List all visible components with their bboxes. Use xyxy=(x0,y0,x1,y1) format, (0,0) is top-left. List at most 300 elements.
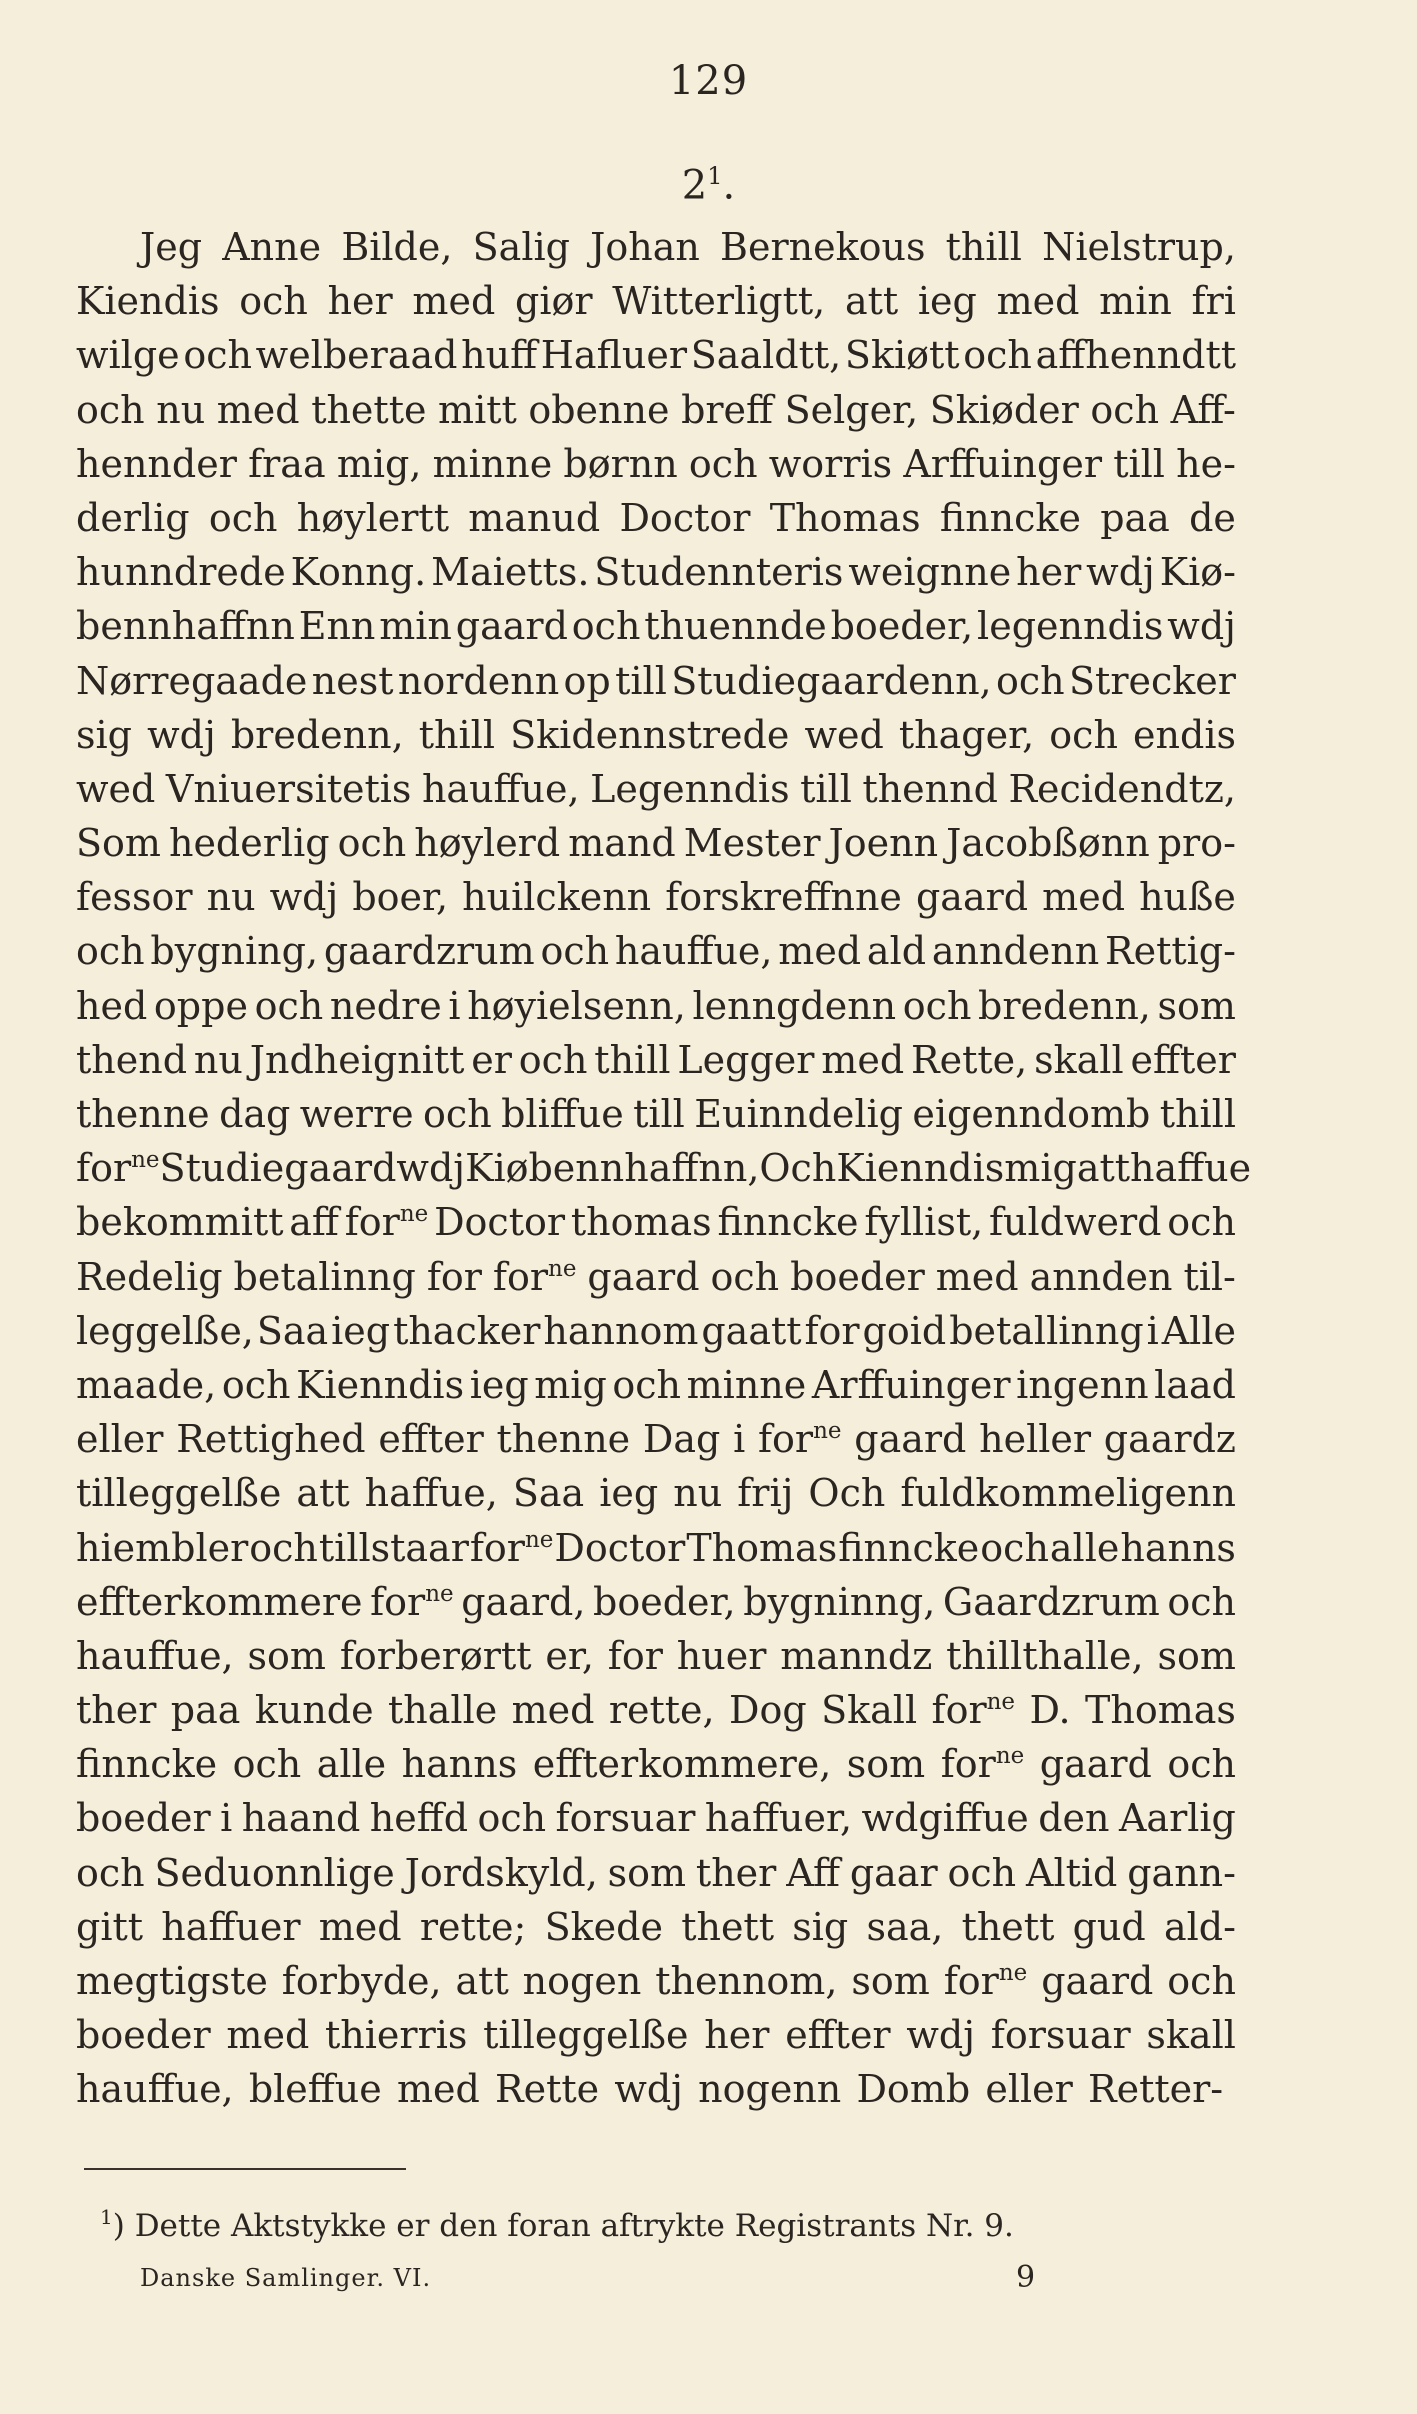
word: wdj xyxy=(269,875,339,920)
word: legenndis xyxy=(977,604,1164,649)
word: min xyxy=(379,604,452,649)
word: till xyxy=(633,1092,685,1136)
text-line xyxy=(76,708,1236,762)
word: bygninng, xyxy=(743,1579,936,1624)
word: Saa xyxy=(512,1471,585,1516)
word: breff xyxy=(681,387,774,432)
word: Retter- xyxy=(1088,2067,1224,2112)
word: heller xyxy=(979,1417,1092,1462)
word: Skede xyxy=(544,1904,663,1949)
word: Bilde, xyxy=(341,225,453,269)
text-line xyxy=(76,816,1236,870)
word: Skiøtt xyxy=(844,333,960,378)
word: Nørregaade xyxy=(76,658,308,703)
word: op xyxy=(563,658,611,703)
word: bliffue xyxy=(501,1092,624,1136)
word: och xyxy=(249,1525,318,1570)
word: ther xyxy=(695,1850,777,1895)
text-line xyxy=(76,1683,1236,1737)
word: Skidennstrede xyxy=(510,712,790,757)
text-line xyxy=(76,599,1236,653)
signature-mark: Danske Samlinger. VI. xyxy=(140,2264,432,2292)
word: effter xyxy=(1130,1037,1236,1082)
word: att xyxy=(844,279,899,324)
text-line xyxy=(76,1250,1236,1304)
text-line xyxy=(76,328,1236,382)
word: thager, xyxy=(898,712,1035,757)
word: den xyxy=(1038,1796,1110,1841)
text-line xyxy=(76,1575,1236,1629)
text-line xyxy=(76,979,1236,1033)
word: ther xyxy=(76,1688,157,1733)
word: ald- xyxy=(1163,1904,1236,1949)
word: Thomas xyxy=(686,1525,838,1570)
word: ieg xyxy=(917,279,977,324)
word: gaard xyxy=(455,604,568,649)
word: och xyxy=(996,658,1065,703)
word: Gaardzrum xyxy=(942,1579,1160,1624)
footnote-divider xyxy=(84,2168,406,2170)
word: mitt xyxy=(438,387,517,432)
word: ald xyxy=(866,929,927,974)
word: med xyxy=(511,1688,595,1733)
word: paa xyxy=(170,1688,241,1733)
word: derlig xyxy=(76,495,190,540)
word: skall xyxy=(1146,2013,1236,2058)
word: boeder, xyxy=(830,604,974,649)
word: att xyxy=(296,1471,350,1516)
page-number: 129 xyxy=(668,58,749,104)
word: Rette, xyxy=(911,1037,1028,1082)
word: som xyxy=(1157,983,1236,1028)
word: Jeg xyxy=(140,225,203,269)
word: effterkommere, xyxy=(532,1742,832,1787)
word: for$^{ne}$ xyxy=(344,1200,429,1245)
footnote-marker: 1 xyxy=(100,2205,113,2229)
word: nogen xyxy=(522,1959,642,2003)
word: thill xyxy=(1159,1092,1236,1136)
word: Seduonnlige xyxy=(154,1850,395,1895)
word: Aarlig xyxy=(1118,1796,1236,1841)
word: weignne xyxy=(848,550,1012,595)
word: mand xyxy=(568,821,676,866)
text-line xyxy=(76,383,1236,437)
word: de xyxy=(1189,495,1236,540)
word: huff xyxy=(461,333,538,378)
word: thuennde xyxy=(644,604,827,649)
word: mig xyxy=(534,1362,607,1407)
word: och xyxy=(1167,1579,1236,1624)
word: Dog xyxy=(729,1688,807,1733)
word: gaardzrum xyxy=(323,929,535,974)
word: for$^{ne}$ xyxy=(469,1525,554,1570)
word: tillstaar xyxy=(318,1525,469,1570)
word: anndenn xyxy=(931,929,1100,974)
word: Vniuersitetis xyxy=(165,766,412,811)
word: wed xyxy=(76,766,156,811)
word: med xyxy=(935,1254,1019,1299)
word: boeder xyxy=(76,2013,211,2058)
word: Enn xyxy=(298,604,376,649)
word: finncke xyxy=(717,1200,859,1245)
word: gaardz xyxy=(1103,1417,1236,1462)
word: med xyxy=(318,1904,402,1949)
word: Jordskyld, xyxy=(404,1850,598,1895)
text-line xyxy=(76,1791,1236,1845)
word: thill xyxy=(594,1037,671,1082)
word: Jndheignitt xyxy=(249,1037,465,1082)
word: Altid xyxy=(1026,1850,1118,1895)
word: till xyxy=(615,658,667,703)
word: i xyxy=(1146,1308,1159,1353)
word: effter xyxy=(785,2013,891,2058)
word: nu xyxy=(206,875,256,920)
word: endis xyxy=(1133,712,1236,757)
word: forskreffnne xyxy=(665,875,902,920)
word: Joenn xyxy=(828,821,939,866)
word: i xyxy=(220,1796,233,1841)
word: Witterligtt, xyxy=(612,279,826,324)
word: wdj xyxy=(396,1146,466,1191)
text-line xyxy=(76,654,1236,708)
word: betallinng xyxy=(949,1308,1144,1353)
word: och xyxy=(1049,712,1118,757)
word: heffd xyxy=(369,1796,469,1841)
word: eller xyxy=(985,2067,1073,2112)
word: Domb xyxy=(856,2067,971,2112)
word: hauffue, xyxy=(614,929,773,974)
word: wed xyxy=(804,712,884,757)
word: wdj xyxy=(614,2067,683,2112)
text-line xyxy=(76,1358,1236,1412)
word: som xyxy=(607,1850,687,1895)
word: till xyxy=(800,766,852,811)
word: for$^{ne}$ xyxy=(940,1742,1025,1787)
word: och xyxy=(1167,1959,1236,2003)
word: och xyxy=(902,983,972,1028)
word: Mester xyxy=(683,821,821,866)
word: minne xyxy=(432,441,553,486)
word: och xyxy=(423,1092,492,1136)
word: for$^{ne}$ xyxy=(757,1417,842,1462)
text-line xyxy=(76,1737,1236,1791)
word: laad xyxy=(1154,1362,1236,1407)
word: Doctor xyxy=(619,495,751,540)
text-line xyxy=(76,1141,1252,1195)
word: huer xyxy=(676,1633,767,1678)
word: och xyxy=(337,821,407,866)
word: Doctor xyxy=(434,1200,566,1245)
word: och xyxy=(477,1796,547,1841)
word: Skall xyxy=(821,1688,918,1733)
word: eller xyxy=(76,1417,164,1462)
text-line xyxy=(76,1629,1236,1683)
word: och xyxy=(947,1850,1017,1895)
word: Dag xyxy=(642,1417,721,1462)
word: for$^{ne}$ xyxy=(76,1146,160,1191)
footnote-text: Dette Aktstykke er den foran aftrykte Registrants Nr. 9. xyxy=(134,2208,1014,2244)
word: boeder xyxy=(76,1796,211,1841)
word: Aff xyxy=(786,1850,840,1895)
text-line xyxy=(76,437,1236,491)
word: huße xyxy=(1139,875,1236,920)
word: bennhaffnn xyxy=(76,604,295,649)
text-line xyxy=(76,762,1236,816)
word: gud xyxy=(1072,1904,1146,1949)
word: och xyxy=(612,1362,682,1407)
word: thalle xyxy=(388,1688,498,1733)
word: Doctor xyxy=(554,1525,686,1570)
word: min xyxy=(1099,279,1172,324)
word: forbyde, xyxy=(281,1959,442,2003)
word: och xyxy=(221,1362,291,1407)
word: gaard xyxy=(1039,1742,1152,1787)
document-body xyxy=(76,220,1252,2117)
word: thierris xyxy=(325,2013,468,2058)
word: gaard xyxy=(854,1417,967,1462)
word: Rettighed xyxy=(176,1417,366,1462)
word: haffuer xyxy=(161,1904,301,1949)
word: goid xyxy=(862,1308,947,1353)
word: Aff- xyxy=(1170,387,1236,432)
word: nu xyxy=(193,1037,243,1082)
section-suffix: . xyxy=(722,162,736,209)
word: megtigste xyxy=(76,1959,268,2003)
word: forberørtt xyxy=(339,1633,532,1678)
word: Saa xyxy=(256,1308,329,1353)
word: D. xyxy=(1029,1688,1071,1733)
word: i xyxy=(448,983,461,1028)
word: wdj xyxy=(147,712,216,757)
word: Som xyxy=(76,821,161,866)
word: fri xyxy=(1191,279,1236,324)
word: huilckenn xyxy=(462,875,652,920)
word: finncke xyxy=(76,1742,218,1787)
word: Och xyxy=(808,1471,886,1516)
word: til- xyxy=(1183,1254,1236,1299)
word: hed xyxy=(76,983,148,1028)
word: rette; xyxy=(419,1904,527,1949)
word: Thomas xyxy=(769,495,921,540)
word: som xyxy=(247,1633,326,1678)
word: minne xyxy=(686,1362,807,1407)
word: dag xyxy=(219,1092,291,1136)
word: fraa xyxy=(248,441,326,486)
word: boeder xyxy=(790,1254,925,1299)
section-number: 2 xyxy=(681,162,708,209)
word: tilleggelße xyxy=(76,1471,282,1516)
word: hauffue, xyxy=(421,766,580,811)
word: och xyxy=(208,495,278,540)
word: aff xyxy=(289,1200,339,1245)
word: affhenndtt xyxy=(1035,333,1236,378)
word: gaard xyxy=(915,875,1029,920)
word: Arffuinger xyxy=(811,1362,1011,1407)
word: och xyxy=(688,441,758,486)
word: er, xyxy=(545,1633,594,1678)
word: manndz xyxy=(780,1633,933,1678)
section-heading xyxy=(0,162,1417,208)
text-line xyxy=(76,924,1236,978)
word: Redelig xyxy=(76,1254,223,1299)
word: thennom, xyxy=(655,1959,838,2003)
word: ieg xyxy=(331,1308,391,1353)
word: he- xyxy=(1176,441,1236,486)
word: Saaldtt, xyxy=(690,333,842,378)
word: er xyxy=(471,1037,512,1082)
word: Kienndis xyxy=(296,1362,465,1407)
word: och xyxy=(76,387,145,432)
word: Skiøder xyxy=(929,387,1079,432)
word: Kiø- xyxy=(1159,550,1236,595)
word: boeder, xyxy=(593,1579,736,1624)
word: nu xyxy=(673,1471,723,1516)
word: thillthalle, xyxy=(946,1633,1144,1678)
word: och xyxy=(254,983,324,1028)
word: boer, xyxy=(352,875,449,920)
word: nogenn xyxy=(698,2067,842,2112)
word: sig xyxy=(76,712,132,757)
word: fessor xyxy=(76,875,193,920)
word: finncke xyxy=(838,1525,980,1570)
word: haffue xyxy=(1130,1146,1252,1191)
word: och xyxy=(710,1254,780,1299)
word: thette xyxy=(311,387,427,432)
text-line xyxy=(76,1521,1236,1575)
word: som xyxy=(851,1959,930,2003)
word: thenne xyxy=(496,1417,631,1462)
word: med xyxy=(226,2013,310,2058)
word: gaar xyxy=(849,1850,938,1895)
word: och xyxy=(980,1525,1049,1570)
word: høyielsenn, xyxy=(467,983,686,1028)
word: for$^{ne}$ xyxy=(492,1254,577,1299)
word: och xyxy=(76,929,145,974)
word: obenne xyxy=(528,387,670,432)
word: nordenn xyxy=(397,658,560,703)
word: Alle xyxy=(1161,1308,1236,1353)
word: bredenn, xyxy=(978,983,1151,1028)
word: Jacobßønn xyxy=(946,821,1150,866)
text-line xyxy=(76,274,1236,328)
word: thett xyxy=(681,1904,774,1949)
word: ieg xyxy=(599,1471,659,1516)
word: Arffuinger xyxy=(903,441,1103,486)
word: Bernekous xyxy=(720,225,926,269)
word: Anne xyxy=(222,225,322,269)
word: for xyxy=(426,1254,482,1299)
word: gann- xyxy=(1127,1850,1236,1895)
word: och xyxy=(239,279,308,324)
word: sig xyxy=(792,1904,849,1949)
word: till xyxy=(1113,441,1165,486)
word: fyllist, xyxy=(864,1200,984,1245)
word: Kienndis xyxy=(836,1146,1005,1191)
word: bekommitt xyxy=(76,1200,284,1245)
word: werre xyxy=(299,1092,414,1136)
word: eigenndomb xyxy=(912,1092,1151,1136)
word: giør xyxy=(515,279,593,324)
word: pro- xyxy=(1157,821,1236,866)
word: høylerd xyxy=(414,821,561,866)
word: hiembler xyxy=(76,1525,249,1570)
word: och xyxy=(540,929,610,974)
word: och xyxy=(183,333,252,378)
word: och xyxy=(232,1742,302,1787)
word: och xyxy=(76,1850,145,1895)
word: gaard xyxy=(1041,1959,1154,2003)
word: effter xyxy=(378,1417,484,1462)
text-line xyxy=(76,1846,1236,1900)
word: lenngdenn xyxy=(692,983,897,1028)
word: hauffue, xyxy=(76,2067,234,2112)
word: Och xyxy=(759,1146,837,1191)
word: mig, xyxy=(336,441,422,486)
word: thacker xyxy=(393,1308,541,1353)
word: finncke xyxy=(939,495,1081,540)
text-line xyxy=(76,545,1236,599)
word: Thomas xyxy=(1085,1688,1236,1733)
word: med xyxy=(1042,875,1126,920)
word: for xyxy=(804,1308,860,1353)
word: alle xyxy=(316,1742,387,1787)
word: for$^{ne}$ xyxy=(943,1959,1028,2003)
word: haffue, xyxy=(364,1471,498,1516)
word: Legenndis xyxy=(590,766,790,811)
word: Rette xyxy=(495,2067,600,2112)
word: Strecker xyxy=(1069,658,1236,703)
word: och xyxy=(963,333,1032,378)
word: hanns xyxy=(1120,1525,1236,1570)
word: forsuar xyxy=(555,1796,696,1841)
word: Recidendtz, xyxy=(1008,766,1236,811)
text-line xyxy=(76,2008,1236,2062)
word: hunndrede xyxy=(76,550,286,595)
word: skall xyxy=(1034,1037,1124,1082)
word: Salig xyxy=(472,225,570,269)
word: betalinng xyxy=(233,1254,416,1299)
word: hennder xyxy=(76,441,237,486)
word: for xyxy=(607,1633,663,1678)
text-line xyxy=(76,491,1236,545)
word: for$^{ne}$ xyxy=(931,1688,1016,1733)
word: her xyxy=(704,2013,770,2058)
word: rette, xyxy=(608,1688,715,1733)
word: thennd xyxy=(862,766,998,811)
word: wilge xyxy=(76,333,180,378)
word: fuldwerd xyxy=(988,1200,1162,1245)
word: Kiendis xyxy=(76,279,220,324)
word: worris xyxy=(768,441,893,486)
word: nest xyxy=(311,658,394,703)
text-line xyxy=(76,220,1236,274)
word: och xyxy=(571,604,641,649)
word: for$^{ne}$ xyxy=(370,1579,454,1624)
word: frij xyxy=(737,1471,794,1516)
signature-number: 9 xyxy=(1016,2260,1036,2295)
word: Maietts. xyxy=(431,550,590,595)
word: hanns xyxy=(401,1742,518,1787)
word: thill xyxy=(418,712,495,757)
word: med xyxy=(396,2067,480,2112)
word: oppe xyxy=(153,983,248,1028)
word: thend xyxy=(76,1037,188,1082)
word: att xyxy=(1076,1146,1131,1191)
text-line xyxy=(76,1033,1236,1087)
word: bleffue xyxy=(248,2067,382,2112)
word: haand xyxy=(241,1796,361,1841)
word: alle xyxy=(1049,1525,1120,1570)
